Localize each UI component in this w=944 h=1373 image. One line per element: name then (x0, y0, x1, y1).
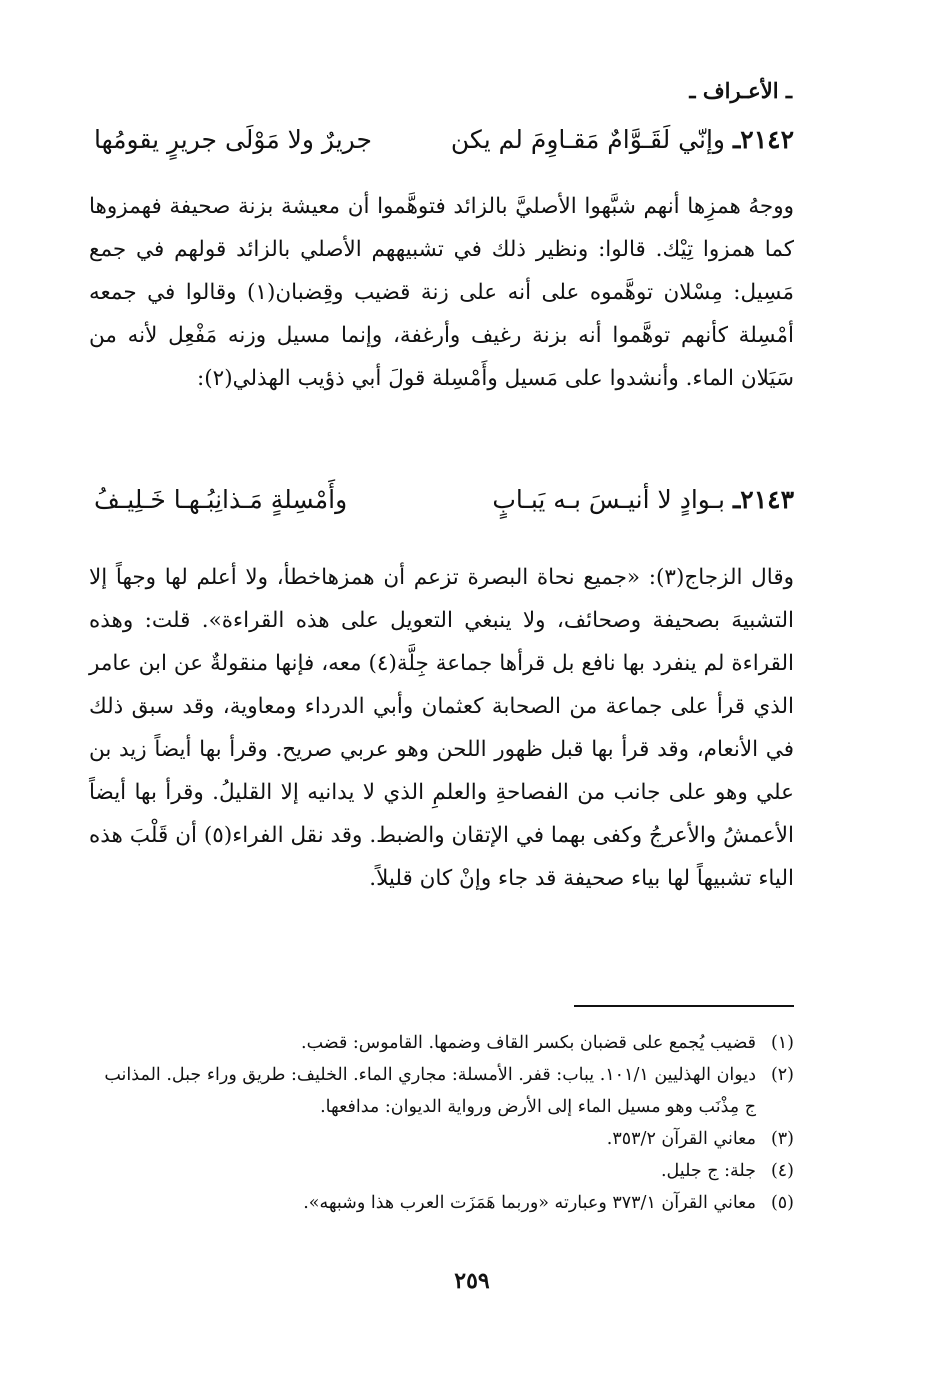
verse-2142 (94, 125, 794, 154)
page-number: ٢٥٩ (454, 1268, 490, 1294)
footnote-separator (574, 1005, 794, 1007)
footnote-number: (٣) (770, 1129, 794, 1149)
verse-second-hemistich: جريرٌ ولا مَوْلَى جريرٍ يقومُها (94, 125, 372, 154)
verse-number: ٢١٤٣ـ (732, 485, 794, 514)
footnote-number: (٢) (770, 1065, 794, 1085)
footnote-text: معاني القرآن ٣٥٣/٢. (606, 1129, 756, 1149)
footnote-text: ديوان الهذليين ١٠١/١. يباب: قفر. الأمسلة: مجاري الماء. الخليف: طريق وراء جبل. المذانب ج مِذْنَب وهو مسيل الماء إلى الأرض ورواية الديوان: مدافعها. (104, 1065, 756, 1117)
running-header: ـ الأعـراف ـ (689, 78, 792, 103)
verse-first-hemistich: بـوادٍ لا أنيـسَ بـه يَبـابٍ (492, 485, 725, 514)
footnote-text: معاني القرآن ٣٧٣/١ وعبارته «وربما هَمَزَت العرب هذا وشبهه». (303, 1193, 756, 1213)
verse-first-hemistich: وإنّي لَقَـوَّامٌ مَقـاوِمَ لم يكن (450, 125, 725, 154)
footnote-number: (٤) (770, 1161, 794, 1181)
footnote-4 (94, 1155, 794, 1187)
footnote-2 (94, 1059, 794, 1123)
footnote-number: (١) (770, 1033, 794, 1053)
body-paragraph-2: وقال الزجاج(٣): «جميع نحاة البصرة تزعم أن همزهاخطأ، ولا أعلم لها وجهاً إلا التشبيهَ بصحيفة وصحائف، ولا ينبغي التعويل على هذه القراءة». قلت: وهذه القراءة لم ينفرد بها نافع بل قرأها جماعة جِلَّة(٤) معه، فإنها منقولةٌ عن ابن عامر الذي قرأ على جماعة من الصحابة كعثمان وأبي الدرداء ومعاوية، وقد سبق ذلك في الأنعام، وقد قرأ بها قبل ظهور اللحن وهو عربي صريح. وقرأ بها أيضاً زيد بن علي وهو على جانب من الفصاحةِ والعلمِ الذي لا يدانيه إلا القليلُ. وقرأ بها أيضاً الأعمشُ والأعرجُ وكفى بهما في الإتقان والضبط. وقد نقل الفراء(٥) أن قَلْبَ هذه الياء تشبيهاً لها بياء صحيفة قد جاء وإنْ كان قليلاً. (89, 565, 794, 891)
verse-second-hemistich: وأَمْسِلةٍ مَـذانِبُـهـا خَـلِيـفُ (94, 485, 348, 514)
body-paragraph-1: ووجهُ همزِها أنهم شبَّهوا الأصليَّ بالزائد فتوهَّموا أن معيشة بزنة صحيفة فهمزوها كما همزوا تِيْك. قالوا: ونظير ذلك في تشبيههم الأصلي بالزائد قولهم في جمع مَسِيل: مِسْلان توهَّموه على أنه على زنة قضيب وقِضبان(١) وقالوا في جمعه أمْسِلة كأنهم توهَّموا أنه بزنة رغيف وأرغفة، وإنما مسيل وزنه مَفْعِل لأنه من سَيَلان الماء. وأنشدوا على مَسيل وأَمْسِلة قولَ أبي ذؤيب الهذلي(٢): (89, 194, 794, 391)
footnote-3 (94, 1123, 794, 1155)
footnotes (94, 1027, 794, 1219)
footnote-number: (٥) (770, 1193, 794, 1213)
verse-number: ٢١٤٢ـ (732, 125, 794, 154)
footnote-5 (94, 1187, 794, 1219)
verse-2143 (94, 485, 794, 514)
footnote-text: قضيب يُجمع على قضبان بكسر القاف وضمها. القاموس: قضب. (301, 1033, 756, 1053)
footnote-text: جلة: ج جليل. (660, 1161, 756, 1181)
footnote-1 (94, 1027, 794, 1059)
